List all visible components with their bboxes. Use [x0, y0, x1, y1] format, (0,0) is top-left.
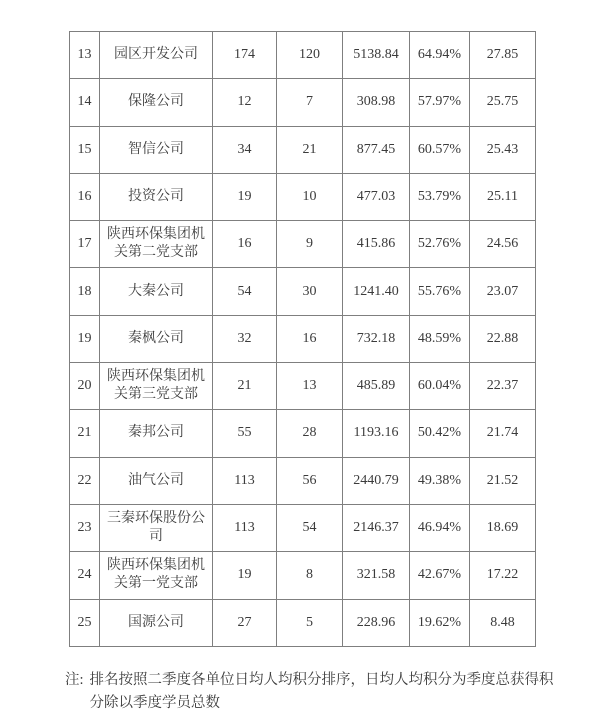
- cell-count-b: 16: [277, 315, 343, 362]
- score-table: [69, 31, 536, 647]
- cell-percentage: 42.67%: [410, 552, 470, 599]
- cell-percentage: 19.62%: [410, 599, 470, 646]
- cell-total-score: 321.58: [343, 552, 410, 599]
- cell-count-b: 7: [277, 79, 343, 126]
- cell-unit-name: 大秦公司: [100, 268, 213, 315]
- cell-unit-name: 国源公司: [100, 599, 213, 646]
- cell-total-score: 2146.37: [343, 504, 410, 551]
- cell-count-b: 5: [277, 599, 343, 646]
- footnote-label: 注:: [65, 672, 84, 688]
- cell-percentage: 52.76%: [410, 221, 470, 268]
- cell-count-a: 16: [213, 221, 277, 268]
- cell-count-a: 55: [213, 410, 277, 457]
- cell-rank: 18: [70, 268, 100, 315]
- cell-percentage: 50.42%: [410, 410, 470, 457]
- cell-percentage: 48.59%: [410, 315, 470, 362]
- cell-count-b: 21: [277, 126, 343, 173]
- cell-rank: 19: [70, 315, 100, 362]
- table-row: [70, 126, 536, 173]
- cell-rank: 24: [70, 552, 100, 599]
- cell-count-b: 56: [277, 457, 343, 504]
- table-row: [70, 268, 536, 315]
- table-row: [70, 363, 536, 410]
- cell-unit-name: 园区开发公司: [100, 32, 213, 79]
- cell-percentage: 60.57%: [410, 126, 470, 173]
- table-row: [70, 32, 536, 79]
- cell-count-a: 19: [213, 173, 277, 220]
- cell-total-score: 415.86: [343, 221, 410, 268]
- cell-total-score: 228.96: [343, 599, 410, 646]
- cell-unit-name: 陕西环保集团机关第二党支部: [100, 221, 213, 268]
- footnote-text: 排名按照二季度各单位日均人均积分排序，日均人均积分为季度总获得积分除以季度学员总数: [89, 672, 554, 711]
- cell-avg-score: 18.69: [470, 504, 536, 551]
- cell-unit-name: 陕西环保集团机关第一党支部: [100, 552, 213, 599]
- cell-avg-score: 21.52: [470, 457, 536, 504]
- table-row: [70, 79, 536, 126]
- cell-count-a: 27: [213, 599, 277, 646]
- cell-percentage: 55.76%: [410, 268, 470, 315]
- cell-avg-score: 25.43: [470, 126, 536, 173]
- table-row: [70, 599, 536, 646]
- cell-total-score: 485.89: [343, 363, 410, 410]
- cell-count-b: 28: [277, 410, 343, 457]
- cell-avg-score: 25.11: [470, 173, 536, 220]
- cell-count-b: 9: [277, 221, 343, 268]
- cell-avg-score: 23.07: [470, 268, 536, 315]
- cell-rank: 13: [70, 32, 100, 79]
- cell-count-a: 21: [213, 363, 277, 410]
- table-row: [70, 410, 536, 457]
- cell-unit-name: 秦邦公司: [100, 410, 213, 457]
- cell-percentage: 53.79%: [410, 173, 470, 220]
- cell-unit-name: 三秦环保股份公司: [100, 504, 213, 551]
- cell-count-b: 30: [277, 268, 343, 315]
- cell-total-score: 1193.16: [343, 410, 410, 457]
- cell-rank: 16: [70, 173, 100, 220]
- cell-rank: 23: [70, 504, 100, 551]
- cell-percentage: 46.94%: [410, 504, 470, 551]
- cell-unit-name: 投资公司: [100, 173, 213, 220]
- cell-count-a: 32: [213, 315, 277, 362]
- cell-count-b: 10: [277, 173, 343, 220]
- table-row: [70, 315, 536, 362]
- cell-avg-score: 17.22: [470, 552, 536, 599]
- footnote: [65, 669, 557, 715]
- cell-total-score: 877.45: [343, 126, 410, 173]
- cell-avg-score: 21.74: [470, 410, 536, 457]
- cell-percentage: 64.94%: [410, 32, 470, 79]
- cell-count-a: 113: [213, 457, 277, 504]
- cell-rank: 20: [70, 363, 100, 410]
- cell-count-a: 174: [213, 32, 277, 79]
- cell-rank: 22: [70, 457, 100, 504]
- cell-avg-score: 25.75: [470, 79, 536, 126]
- cell-rank: 17: [70, 221, 100, 268]
- cell-rank: 15: [70, 126, 100, 173]
- cell-total-score: 477.03: [343, 173, 410, 220]
- cell-count-a: 54: [213, 268, 277, 315]
- cell-rank: 14: [70, 79, 100, 126]
- cell-count-b: 54: [277, 504, 343, 551]
- cell-avg-score: 22.88: [470, 315, 536, 362]
- cell-rank: 21: [70, 410, 100, 457]
- cell-avg-score: 22.37: [470, 363, 536, 410]
- cell-total-score: 5138.84: [343, 32, 410, 79]
- cell-percentage: 49.38%: [410, 457, 470, 504]
- cell-count-a: 12: [213, 79, 277, 126]
- table-row: [70, 504, 536, 551]
- cell-percentage: 57.97%: [410, 79, 470, 126]
- cell-count-b: 13: [277, 363, 343, 410]
- cell-total-score: 732.18: [343, 315, 410, 362]
- cell-unit-name: 秦枫公司: [100, 315, 213, 362]
- cell-count-b: 8: [277, 552, 343, 599]
- table-row: [70, 457, 536, 504]
- table-row: [70, 552, 536, 599]
- cell-unit-name: 智信公司: [100, 126, 213, 173]
- cell-count-a: 34: [213, 126, 277, 173]
- cell-total-score: 2440.79: [343, 457, 410, 504]
- table-row: [70, 173, 536, 220]
- cell-avg-score: 8.48: [470, 599, 536, 646]
- cell-count-b: 120: [277, 32, 343, 79]
- cell-total-score: 308.98: [343, 79, 410, 126]
- score-table-body: [70, 32, 536, 647]
- cell-avg-score: 27.85: [470, 32, 536, 79]
- cell-rank: 25: [70, 599, 100, 646]
- cell-percentage: 60.04%: [410, 363, 470, 410]
- cell-count-a: 19: [213, 552, 277, 599]
- cell-unit-name: 陕西环保集团机关第三党支部: [100, 363, 213, 410]
- table-row: [70, 221, 536, 268]
- cell-total-score: 1241.40: [343, 268, 410, 315]
- cell-unit-name: 保隆公司: [100, 79, 213, 126]
- cell-unit-name: 油气公司: [100, 457, 213, 504]
- cell-count-a: 113: [213, 504, 277, 551]
- cell-avg-score: 24.56: [470, 221, 536, 268]
